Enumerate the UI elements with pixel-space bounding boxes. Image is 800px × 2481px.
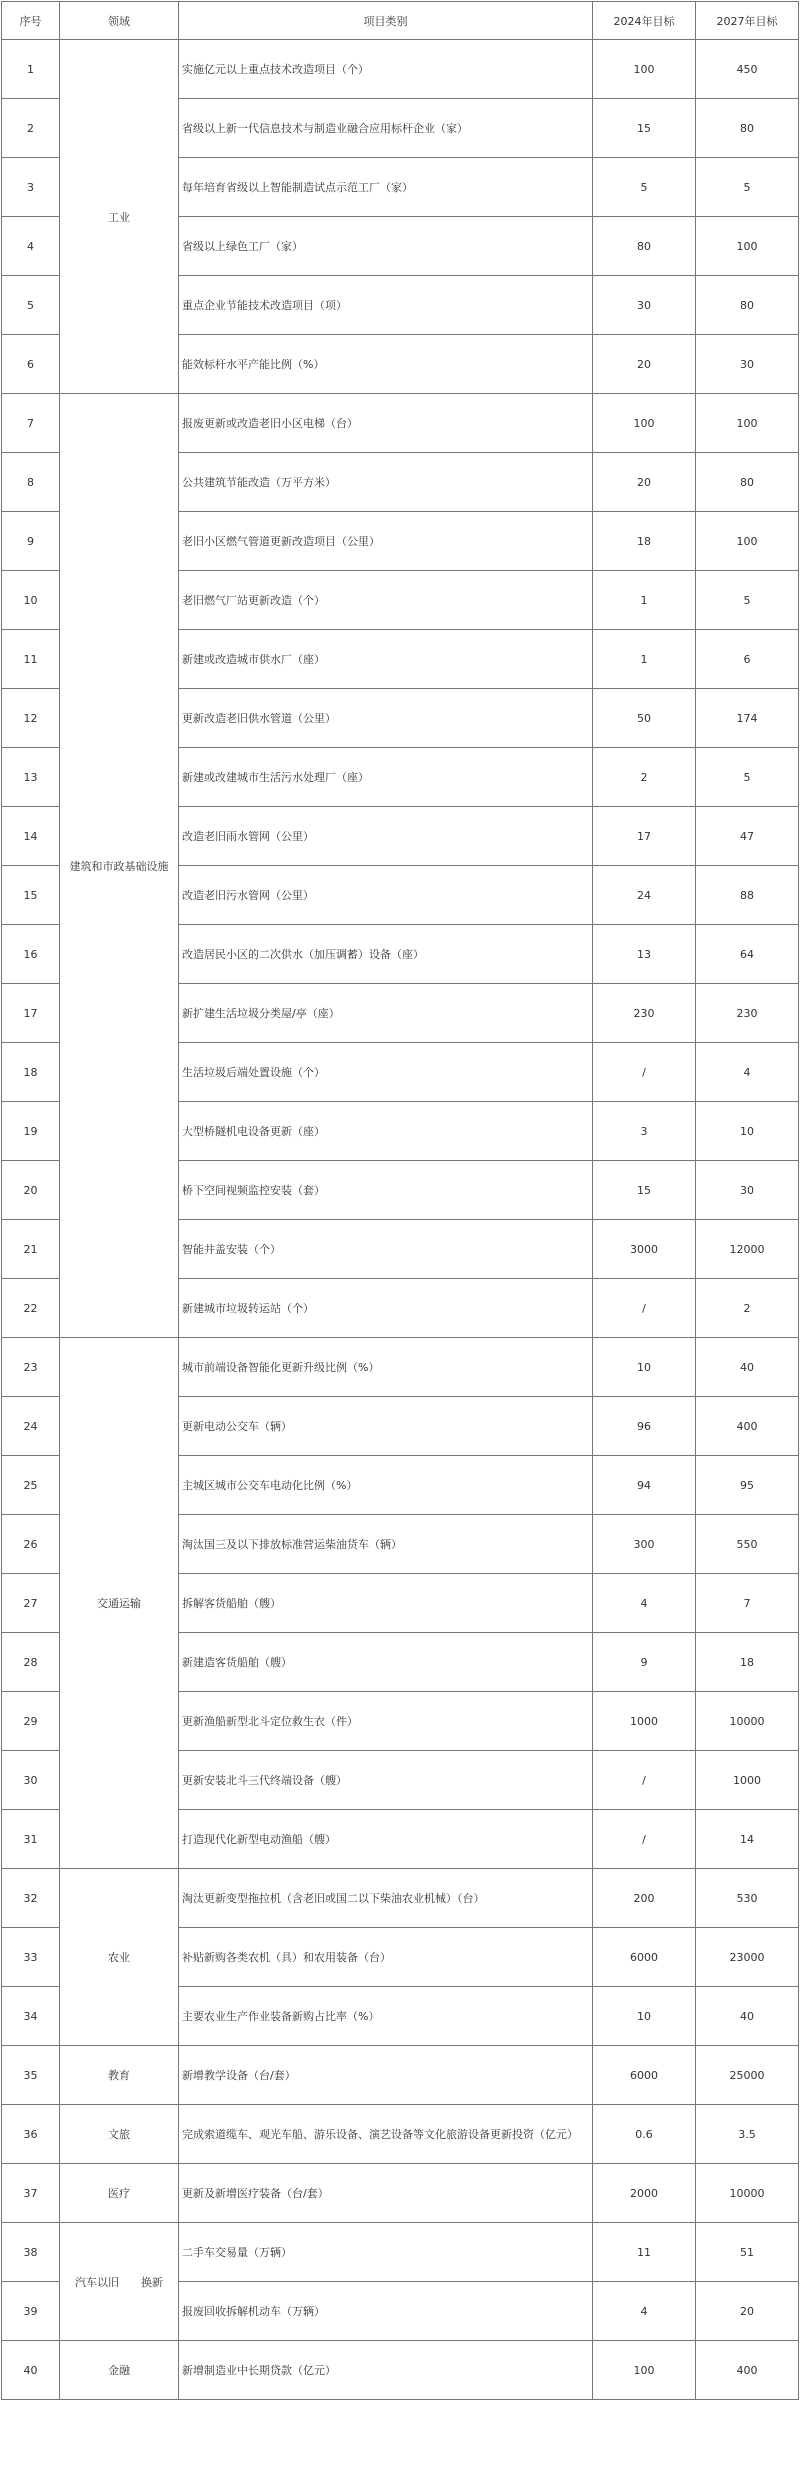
field-cell: 建筑和市政基础设施 xyxy=(60,394,179,1338)
row-number: 1 xyxy=(2,40,60,99)
target-2024-cell: 80 xyxy=(593,217,696,276)
header-category: 项目类别 xyxy=(179,2,593,40)
row-number: 31 xyxy=(2,1810,60,1869)
category-cell: 拆解客货船舶（艘） xyxy=(179,1574,593,1633)
target-2024-cell: 100 xyxy=(593,394,696,453)
category-cell: 重点企业节能技术改造项目（项） xyxy=(179,276,593,335)
target-2027-cell: 400 xyxy=(696,1397,799,1456)
row-number: 9 xyxy=(2,512,60,571)
target-2027-cell: 100 xyxy=(696,512,799,571)
target-2027-cell: 230 xyxy=(696,984,799,1043)
category-cell: 淘汰国三及以下排放标准营运柴油货车（辆） xyxy=(179,1515,593,1574)
field-cell: 金融 xyxy=(60,2341,179,2400)
target-2027-cell: 4 xyxy=(696,1043,799,1102)
category-cell: 更新及新增医疗装备（台/套） xyxy=(179,2164,593,2223)
target-2024-cell: / xyxy=(593,1279,696,1338)
row-number: 10 xyxy=(2,571,60,630)
target-2027-cell: 1000 xyxy=(696,1751,799,1810)
target-2027-cell: 7 xyxy=(696,1574,799,1633)
category-cell: 更新渔船新型北斗定位救生衣（件） xyxy=(179,1692,593,1751)
target-2027-cell: 5 xyxy=(696,571,799,630)
category-cell: 新增教学设备（台/套） xyxy=(179,2046,593,2105)
target-2027-cell: 400 xyxy=(696,2341,799,2400)
target-2024-cell: 5 xyxy=(593,158,696,217)
category-cell: 每年培育省级以上智能制造试点示范工厂（家） xyxy=(179,158,593,217)
target-2024-cell: 1 xyxy=(593,571,696,630)
target-2024-cell: 17 xyxy=(593,807,696,866)
category-cell: 改造居民小区的二次供水（加压调蓄）设备（座） xyxy=(179,925,593,984)
target-2024-cell: 6000 xyxy=(593,2046,696,2105)
table-row xyxy=(2,40,799,99)
target-2027-cell: 80 xyxy=(696,276,799,335)
row-number: 13 xyxy=(2,748,60,807)
targets-table xyxy=(1,1,799,2400)
category-cell: 桥下空间视频监控安装（套） xyxy=(179,1161,593,1220)
row-number: 21 xyxy=(2,1220,60,1279)
table-row xyxy=(2,394,799,453)
category-cell: 生活垃圾后端处置设施（个） xyxy=(179,1043,593,1102)
target-2027-cell: 6 xyxy=(696,630,799,689)
category-cell: 智能井盖安装（个） xyxy=(179,1220,593,1279)
target-2027-cell: 51 xyxy=(696,2223,799,2282)
row-number: 27 xyxy=(2,1574,60,1633)
category-cell: 新建或改建城市生活污水处理厂（座） xyxy=(179,748,593,807)
row-number: 40 xyxy=(2,2341,60,2400)
category-cell: 更新电动公交车（辆） xyxy=(179,1397,593,1456)
row-number: 20 xyxy=(2,1161,60,1220)
target-2024-cell: 13 xyxy=(593,925,696,984)
field-cell: 教育 xyxy=(60,2046,179,2105)
category-cell: 主城区城市公交车电动化比例（%） xyxy=(179,1456,593,1515)
row-number: 34 xyxy=(2,1987,60,2046)
target-2024-cell: 3000 xyxy=(593,1220,696,1279)
target-2024-cell: / xyxy=(593,1043,696,1102)
target-2027-cell: 10 xyxy=(696,1102,799,1161)
category-cell: 新扩建生活垃圾分类屋/亭（座） xyxy=(179,984,593,1043)
target-2027-cell: 80 xyxy=(696,99,799,158)
table-header-row xyxy=(2,2,799,40)
row-number: 16 xyxy=(2,925,60,984)
field-cell: 交通运输 xyxy=(60,1338,179,1869)
target-2024-cell: 2000 xyxy=(593,2164,696,2223)
target-2024-cell: / xyxy=(593,1751,696,1810)
category-cell: 更新改造老旧供水管道（公里） xyxy=(179,689,593,748)
header-2027-target: 2027年目标 xyxy=(696,2,799,40)
category-cell: 改造老旧雨水管网（公里） xyxy=(179,807,593,866)
row-number: 14 xyxy=(2,807,60,866)
target-2024-cell: 6000 xyxy=(593,1928,696,1987)
field-cell: 汽车以旧 换新 xyxy=(60,2223,179,2341)
target-2027-cell: 30 xyxy=(696,335,799,394)
target-2024-cell: 96 xyxy=(593,1397,696,1456)
category-cell: 新建城市垃圾转运站（个） xyxy=(179,1279,593,1338)
target-2027-cell: 18 xyxy=(696,1633,799,1692)
table-row xyxy=(2,2341,799,2400)
category-cell: 二手车交易量（万辆） xyxy=(179,2223,593,2282)
row-number: 39 xyxy=(2,2282,60,2341)
target-2024-cell: 20 xyxy=(593,335,696,394)
target-2024-cell: 200 xyxy=(593,1869,696,1928)
field-cell: 农业 xyxy=(60,1869,179,2046)
target-2027-cell: 3.5 xyxy=(696,2105,799,2164)
category-cell: 新建或改造城市供水厂（座） xyxy=(179,630,593,689)
target-2027-cell: 450 xyxy=(696,40,799,99)
target-2027-cell: 30 xyxy=(696,1161,799,1220)
table-row xyxy=(2,2105,799,2164)
target-2024-cell: 4 xyxy=(593,1574,696,1633)
target-2027-cell: 47 xyxy=(696,807,799,866)
category-cell: 报废更新或改造老旧小区电梯（台） xyxy=(179,394,593,453)
target-2024-cell: 15 xyxy=(593,99,696,158)
target-2027-cell: 64 xyxy=(696,925,799,984)
category-cell: 公共建筑节能改造（万平方米） xyxy=(179,453,593,512)
category-cell: 城市前端设备智能化更新升级比例（%） xyxy=(179,1338,593,1397)
category-cell: 打造现代化新型电动渔船（艘） xyxy=(179,1810,593,1869)
header-seq: 序号 xyxy=(2,2,60,40)
target-2027-cell: 25000 xyxy=(696,2046,799,2105)
target-2027-cell: 2 xyxy=(696,1279,799,1338)
target-2027-cell: 10000 xyxy=(696,2164,799,2223)
category-cell: 改造老旧污水管网（公里） xyxy=(179,866,593,925)
target-2027-cell: 20 xyxy=(696,2282,799,2341)
row-number: 8 xyxy=(2,453,60,512)
target-2024-cell: 30 xyxy=(593,276,696,335)
row-number: 6 xyxy=(2,335,60,394)
row-number: 23 xyxy=(2,1338,60,1397)
row-number: 25 xyxy=(2,1456,60,1515)
row-number: 17 xyxy=(2,984,60,1043)
target-2024-cell: 100 xyxy=(593,2341,696,2400)
target-2027-cell: 174 xyxy=(696,689,799,748)
target-2024-cell: 0.6 xyxy=(593,2105,696,2164)
row-number: 15 xyxy=(2,866,60,925)
row-number: 35 xyxy=(2,2046,60,2105)
table-row xyxy=(2,2223,799,2282)
target-2027-cell: 23000 xyxy=(696,1928,799,1987)
target-2024-cell: 100 xyxy=(593,40,696,99)
target-2027-cell: 550 xyxy=(696,1515,799,1574)
target-2027-cell: 40 xyxy=(696,1338,799,1397)
row-number: 2 xyxy=(2,99,60,158)
row-number: 37 xyxy=(2,2164,60,2223)
target-2027-cell: 14 xyxy=(696,1810,799,1869)
category-cell: 能效标杆水平产能比例（%） xyxy=(179,335,593,394)
category-cell: 省级以上新一代信息技术与制造业融合应用标杆企业（家） xyxy=(179,99,593,158)
target-2024-cell: 230 xyxy=(593,984,696,1043)
category-cell: 完成索道缆车、观光车船、游乐设备、演艺设备等文化旅游设备更新投资（亿元） xyxy=(179,2105,593,2164)
target-2024-cell: 4 xyxy=(593,2282,696,2341)
target-2027-cell: 95 xyxy=(696,1456,799,1515)
target-2024-cell: 10 xyxy=(593,1338,696,1397)
row-number: 5 xyxy=(2,276,60,335)
target-2024-cell: 300 xyxy=(593,1515,696,1574)
target-2024-cell: 50 xyxy=(593,689,696,748)
category-cell: 报废回收拆解机动车（万辆） xyxy=(179,2282,593,2341)
header-2024-target: 2024年目标 xyxy=(593,2,696,40)
field-cell: 文旅 xyxy=(60,2105,179,2164)
table-row xyxy=(2,1869,799,1928)
row-number: 3 xyxy=(2,158,60,217)
row-number: 30 xyxy=(2,1751,60,1810)
category-cell: 大型桥隧机电设备更新（座） xyxy=(179,1102,593,1161)
row-number: 18 xyxy=(2,1043,60,1102)
target-2027-cell: 10000 xyxy=(696,1692,799,1751)
row-number: 38 xyxy=(2,2223,60,2282)
table-row xyxy=(2,2046,799,2105)
target-2027-cell: 88 xyxy=(696,866,799,925)
row-number: 33 xyxy=(2,1928,60,1987)
category-cell: 老旧小区燃气管道更新改造项目（公里） xyxy=(179,512,593,571)
table-body xyxy=(2,40,799,2400)
row-number: 7 xyxy=(2,394,60,453)
row-number: 29 xyxy=(2,1692,60,1751)
target-2024-cell: 15 xyxy=(593,1161,696,1220)
row-number: 36 xyxy=(2,2105,60,2164)
category-cell: 新建造客货船舶（艘） xyxy=(179,1633,593,1692)
category-cell: 老旧燃气厂站更新改造（个） xyxy=(179,571,593,630)
row-number: 19 xyxy=(2,1102,60,1161)
target-2024-cell: 1000 xyxy=(593,1692,696,1751)
category-cell: 省级以上绿色工厂（家） xyxy=(179,217,593,276)
header-field: 领域 xyxy=(60,2,179,40)
row-number: 28 xyxy=(2,1633,60,1692)
row-number: 12 xyxy=(2,689,60,748)
category-cell: 更新安装北斗三代终端设备（艘） xyxy=(179,1751,593,1810)
target-2027-cell: 5 xyxy=(696,748,799,807)
field-cell: 工业 xyxy=(60,40,179,394)
field-cell: 医疗 xyxy=(60,2164,179,2223)
target-2024-cell: 9 xyxy=(593,1633,696,1692)
category-cell: 淘汰更新变型拖拉机（含老旧或国二以下柴油农业机械）（台） xyxy=(179,1869,593,1928)
target-2027-cell: 40 xyxy=(696,1987,799,2046)
category-cell: 实施亿元以上重点技术改造项目（个） xyxy=(179,40,593,99)
target-2027-cell: 100 xyxy=(696,394,799,453)
target-2024-cell: 94 xyxy=(593,1456,696,1515)
target-2024-cell: 10 xyxy=(593,1987,696,2046)
target-2024-cell: 24 xyxy=(593,866,696,925)
category-cell: 新增制造业中长期贷款（亿元） xyxy=(179,2341,593,2400)
target-2024-cell: 11 xyxy=(593,2223,696,2282)
target-2024-cell: 2 xyxy=(593,748,696,807)
table-row xyxy=(2,1338,799,1397)
target-2024-cell: 1 xyxy=(593,630,696,689)
row-number: 11 xyxy=(2,630,60,689)
target-2024-cell: 18 xyxy=(593,512,696,571)
row-number: 26 xyxy=(2,1515,60,1574)
target-2027-cell: 530 xyxy=(696,1869,799,1928)
target-2024-cell: 3 xyxy=(593,1102,696,1161)
table-row xyxy=(2,2164,799,2223)
row-number: 22 xyxy=(2,1279,60,1338)
target-2027-cell: 100 xyxy=(696,217,799,276)
category-cell: 补贴新购各类农机（具）和农用装备（台） xyxy=(179,1928,593,1987)
row-number: 32 xyxy=(2,1869,60,1928)
target-2027-cell: 80 xyxy=(696,453,799,512)
target-2027-cell: 12000 xyxy=(696,1220,799,1279)
target-2024-cell: / xyxy=(593,1810,696,1869)
row-number: 24 xyxy=(2,1397,60,1456)
target-2027-cell: 5 xyxy=(696,158,799,217)
row-number: 4 xyxy=(2,217,60,276)
target-2024-cell: 20 xyxy=(593,453,696,512)
category-cell: 主要农业生产作业装备新购占比率（%） xyxy=(179,1987,593,2046)
